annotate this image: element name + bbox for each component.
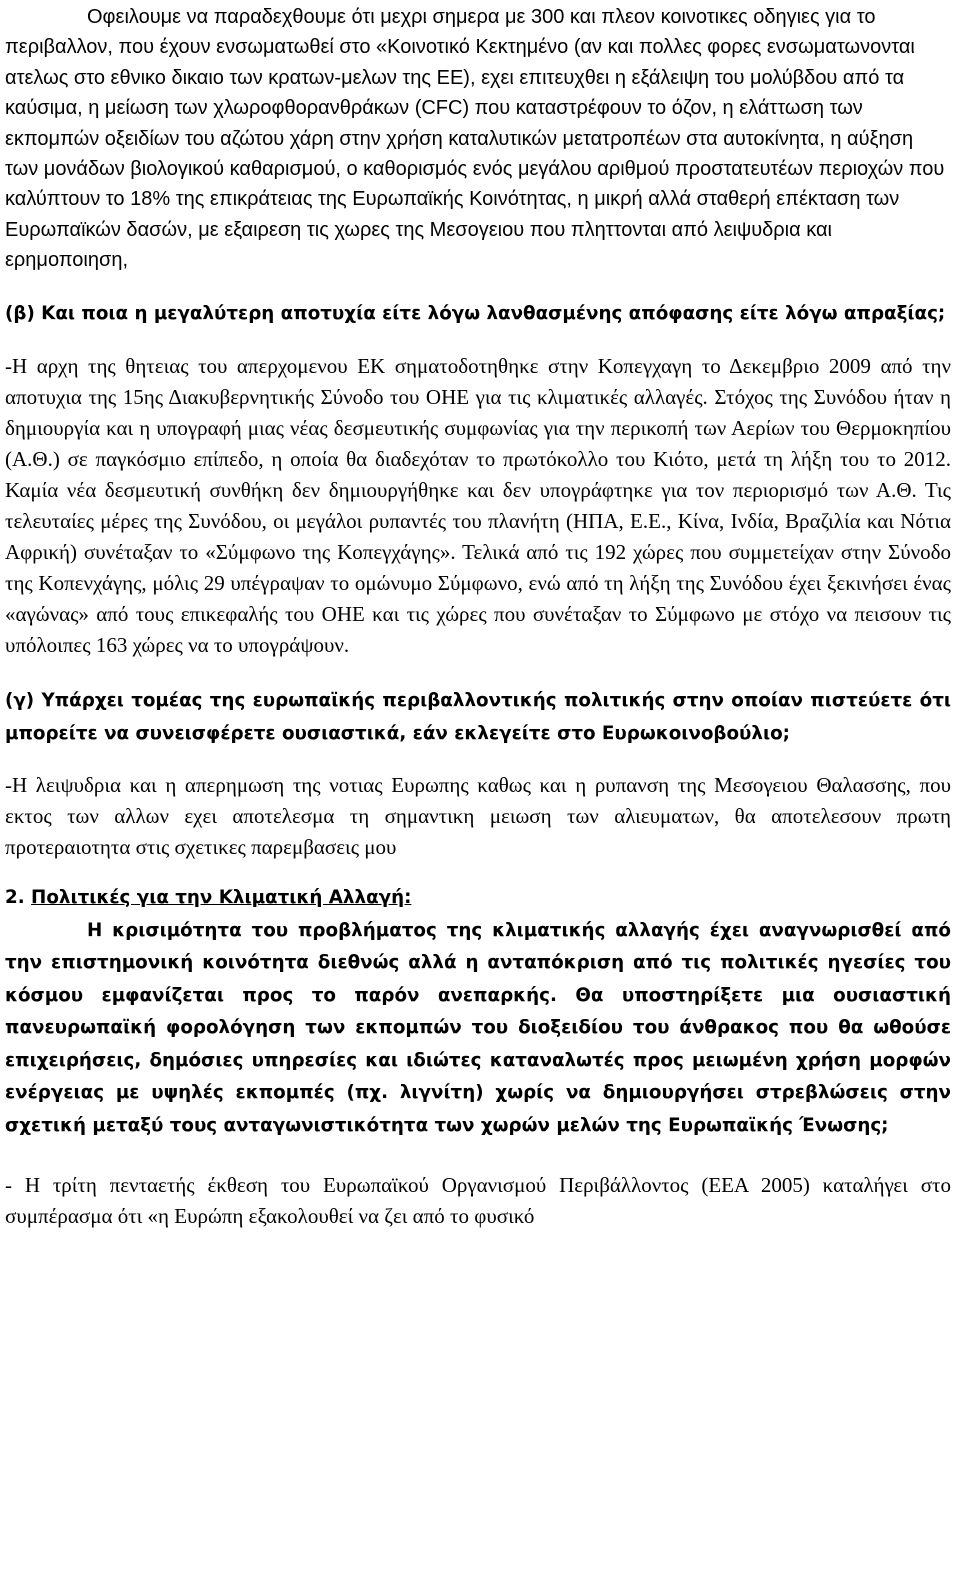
section-question: Η κρισιμότητα του προβλήματος της κλιματικής αλλαγής έχει αναγνωρισθεί από την επιστημονική κοινότητα διεθνώς αλλά η ανταπόκριση από τις πολιτικές ηγεσίες του κόσμου εμφανίζεται προς το παρόν ανεπαρκής. Θα υποστηρίξετε μια ουσιαστική πανευρωπαϊκή φορολόγηση των εκπομπών του διοξειδίου του άνθρακος που θα ωθούσε επιχειρήσεις, δημόσιες υπηρεσίες και ιδιώτες καταναλωτές προς μειωμένη χρήση μορφών ενέργειας με υψηλές εκπομπές (πχ. λιγνίτη) χωρίς να δημιουργήσει στρεβλώσεις στην σχετική μεταξύ τους ανταγωνιστικότητα των χωρών μελών της Ευρωπαϊκής Ένωσης; bbox=[5, 919, 951, 1136]
section-number: 2. bbox=[5, 887, 25, 909]
answer-c: -Η λειψυδρια και η απερημωση της νοτιας Ευρωπης καθως και η ρυπανση της Μεσογειου Θαλασσης, που εκτος των αλλων εχει αποτελεσμα τη σημαντικη μειωση των αλιευματων, θα αποτελεσουν πρωτη προτεραιοτητα στις σχετικες παρεμβασεις μου bbox=[5, 773, 951, 860]
question-c: (γ) Υπάρχει τομέας της ευρωπαϊκής περιβαλλοντικής πολιτικής στην οποίαν πιστεύετε ότι μπορείτε να συνεισφέρετε ουσιαστικά, εάν εκλεγείτε στο Ευρωκοινοβούλιο; bbox=[5, 690, 951, 744]
answer-b: -Η αρχη της θητειας του απερχομενου ΕΚ σηματοδοτηθηκε στην Κοπεγχαγη το Δεκεμβριο 2009 από την αποτυχια της 15ης Διακυβερνητικής Σύνοδο του ΟΗΕ για τις κλιματικές αλλαγές. Στόχος της Συνόδου ήταν η δημιουργία και η υπογραφή μιας νέας δεσμευτικής συμφωνίας για την περικοπή των Αερίων του Θερμοκηπίου (Α.Θ.) σε παγκόσμιο επίπεδο, η οποία θα διαδεχόταν το πρωτόκολλο του Κιότο, μετά τη λήξη του το 2012. Καμία νέα δεσμευτική συνθήκη δεν δημιουργήθηκε και δεν υπογράφτηκε για τον περιορισμό των Α.Θ. Τις τελευταίες μέρες της Συνόδου, οι μεγάλοι ρυπαντές του πλανήτη (ΗΠΑ, Ε.Ε., Κίνα, Ινδία, Βραζιλία και Νότια Αφρική) συνέταξαν το «Σύμφωνο της Κοπεγχάγης». Τελικά από τις 192 χώρες που συμμετείχαν στην Σύνοδο της Κοπενχάγης, μόλις 29 υπέγραψαν το ομώνυμο Σύμφωνο, ενώ από τη λήξη της Συνόδου έχει ξεκινήσει ένας «αγώνας» από τους επικεφαλής του ΟΗΕ και τις χώρες που συνέταξαν το Σύμφωνο με στόχο να πεισουν τις υπόλοιπες 163 χώρες να το υπογράψουν. bbox=[5, 354, 951, 658]
question-b: (β) Και ποια η μεγαλύτερη αποτυχία είτε λόγω λανθασμένης απόφασης είτε λόγω απραξίας; bbox=[5, 302, 946, 324]
document-page bbox=[5, 2, 951, 1232]
intro-paragraph: Οφειλουμε να παραδεχθουμε ότι μεχρι σημερα με 300 και πλεον κοινοτικες οδηγιες για το περιβαλλον, που έχουν ενσωματωθεί στο «Κοινοτικό Κεκτημένο (αν και πολλες φορες ενσωματωνονται ατελως στο εθνικο δικαιο των κρατων-μελων της ΕΕ), εχει επιτευχθει η εξάλειψη του μολύβδου από τα καύσιμα, η μείωση των χλωροφθορανθράκων (CFC) που καταστρέφουν το όζον, η ελάττωση των εκπομπών οξειδίων του αζώτου χάρη στην χρήση καταλυτικών μετατροπέων στα αυτοκίνητα, η αύξηση των μονάδων βιολογικού καθαρισμού, ο καθορισμός ενός μεγάλου αριθμού προστατευτέων περιοχών που καλύπτουν το 18% της επικράτειας της Ευρωπαϊκής Κοινότητας, η μικρή αλλά σταθερή επέκταση των Ευρωπαϊκών δασών, με εξαιρεση τις χωρες της Μεσογειου που πληττονται από λειψυδρια και ερημοποιηση, bbox=[5, 6, 945, 272]
section-heading bbox=[5, 882, 951, 915]
section-answer: - Η τρίτη πενταετής έκθεση του Ευρωπαϊκού Οργανισμού Περιβάλλοντος (ΕΕΑ 2005) καταλήγει στο συμπέρασμα ότι «η Ευρώπη εξακολουθεί να ζει από το φυσικό bbox=[5, 1173, 951, 1229]
section-title: Πολιτικές για την Κλιματική Αλλαγή: bbox=[31, 887, 412, 909]
